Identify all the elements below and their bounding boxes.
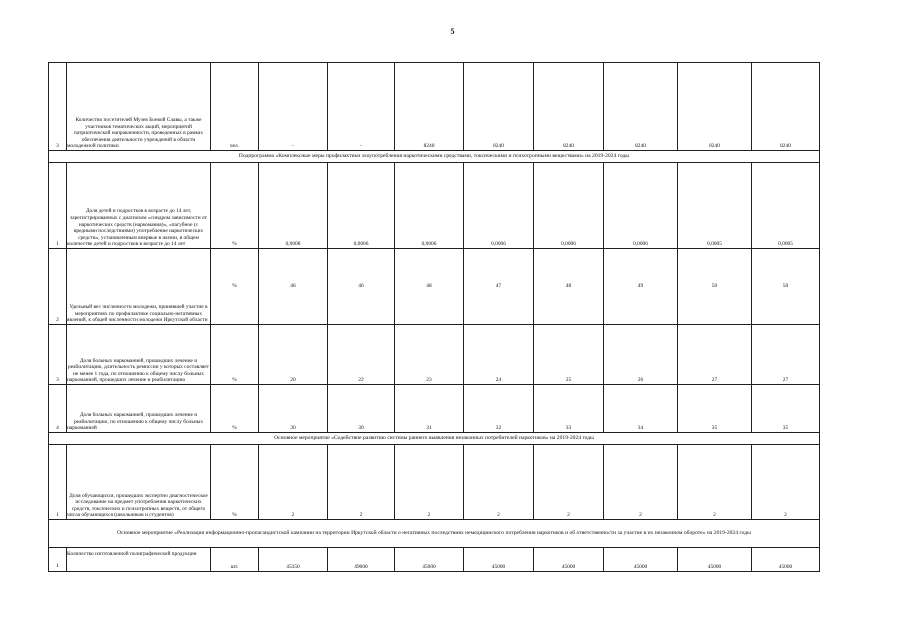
row-number: 1 [49, 548, 67, 572]
indicator-value: 30 [259, 385, 328, 433]
indicator-value: 45000 [678, 548, 752, 572]
indicator-value: - [259, 63, 328, 151]
unit-of-measure: шт. [211, 548, 259, 572]
indicator-value: 45000 [752, 548, 820, 572]
indicator-value: 45000 [534, 548, 604, 572]
indicator-value: 31 [395, 385, 464, 433]
indicator-value: 2 [328, 445, 395, 520]
indicator-value: 2 [395, 445, 464, 520]
table-row [49, 445, 820, 520]
indicator-value: 22 [328, 325, 395, 385]
indicator-value: 8240 [395, 63, 464, 151]
indicator-value: 0,0008 [259, 163, 328, 249]
indicator-value: 2 [259, 445, 328, 520]
indicator-value: 46 [259, 249, 328, 325]
indicator-value: 26 [604, 325, 678, 385]
indicator-value: 33 [534, 385, 604, 433]
indicator-name: Доля больных наркоманией, прошедших лечение и реабилитацию, по отношению к общему числу больных наркоманией [67, 385, 211, 433]
indicator-value: 20 [259, 325, 328, 385]
indicator-value: 35 [678, 385, 752, 433]
indicator-value: 45350 [259, 548, 328, 572]
unit-of-measure: % [211, 325, 259, 385]
indicator-value: 45000 [395, 548, 464, 572]
indicator-value: 0,0006 [328, 163, 395, 249]
row-number: 4 [49, 385, 67, 433]
row-number: 1 [49, 445, 67, 520]
indicator-value: 49000 [328, 548, 395, 572]
indicator-value: 8240 [678, 63, 752, 151]
unit-of-measure: % [211, 445, 259, 520]
indicator-value: 0,0006 [534, 163, 604, 249]
indicator-value: 45000 [464, 548, 534, 572]
indicator-value: 2 [678, 445, 752, 520]
indicator-value: 23 [395, 325, 464, 385]
indicator-value: 0,0005 [752, 163, 820, 249]
indicator-value: 8240 [464, 63, 534, 151]
indicator-name: Количество изготовленной полиграфической продукции [67, 548, 211, 572]
page-number: 5 [450, 27, 455, 36]
indicator-value: 45000 [604, 548, 678, 572]
indicator-value: 34 [604, 385, 678, 433]
table-row [49, 325, 820, 385]
indicator-value: 8240 [752, 63, 820, 151]
indicator-value: 0,0006 [464, 163, 534, 249]
unit-of-measure: % [211, 249, 259, 325]
indicator-value: - [328, 63, 395, 151]
indicator-value: 35 [752, 385, 820, 433]
unit-of-measure: % [211, 163, 259, 249]
indicator-value: 32 [464, 385, 534, 433]
indicator-value: 49 [604, 249, 678, 325]
indicator-value: 47 [464, 249, 534, 325]
section-header-row [49, 151, 820, 163]
table-row [49, 163, 820, 249]
table-row [49, 548, 820, 572]
indicator-value: 24 [464, 325, 534, 385]
section-header-row [49, 433, 820, 445]
indicators-table [48, 62, 820, 572]
indicator-value: 2 [464, 445, 534, 520]
indicator-value: 0,0005 [678, 163, 752, 249]
indicator-name: Доля детей и подростков в возрасте до 14 лет, зарегистрированных с диагнозом «синдром зависимости от наркотических средств (наркомания)», «пагубное (с вредными последствиями) употребление наркотических средств», установленным впервые в жизни, в общем количестве детей и подростков в возрасте до 14 лет [67, 163, 211, 249]
row-number: 1 [49, 163, 67, 249]
section-title: Основное мероприятие «Содействие развитию системы раннего выявления незаконных потребителей наркотиков» на 2019-2024 годы [49, 433, 820, 445]
indicator-value: 50 [678, 249, 752, 325]
indicator-value: 30 [328, 385, 395, 433]
row-number: 3 [49, 63, 67, 151]
indicator-name: Доля обучающихся, прошедших экспертно диагностическое исследование на предмет употребления наркотических средств, токсических и психотропных веществ, от общего числа обучающихся (школьников и студентов) [67, 445, 211, 520]
indicator-value: 48 [395, 249, 464, 325]
row-number: 3 [49, 325, 67, 385]
indicator-value: 50 [752, 249, 820, 325]
indicator-value: 25 [534, 325, 604, 385]
indicator-value: 8240 [534, 63, 604, 151]
indicator-name: Доля больных наркоманией, прошедших лечение и реабилитацию, длительность ремиссии у которых составляет не менее 1 года, по отношению к общему числу больных наркоманией, прошедших лечение и реабилитацию [67, 325, 211, 385]
indicator-value: 0,0006 [395, 163, 464, 249]
unit-of-measure: % [211, 385, 259, 433]
indicator-value: 8240 [604, 63, 678, 151]
indicator-value: 48 [534, 249, 604, 325]
indicator-name: Количество посетителей Музея Боевой Славы, а также участников тематических акций, мероприятий патриотической направленности, проведенных в рамках обеспечения деятельности учреждений в области молодежной политики [67, 63, 211, 151]
indicator-value: 46 [328, 249, 395, 325]
indicator-value: 0,0006 [604, 163, 678, 249]
row-number: 2 [49, 249, 67, 325]
table-row [49, 249, 820, 325]
indicator-value: 2 [604, 445, 678, 520]
section-title: Подпрограмма «Комплексные меры профилактики злоупотребления наркотическими средствами, токсическими и психотропными веществами» на 2019-2024 годы [49, 151, 820, 163]
section-header-row [49, 520, 820, 548]
indicator-value: 2 [534, 445, 604, 520]
table-row [49, 63, 820, 151]
unit-of-measure: чел. [211, 63, 259, 151]
indicator-value: 27 [752, 325, 820, 385]
indicator-value: 27 [678, 325, 752, 385]
section-title: Основное мероприятие «Реализация информационно-пропагандистской кампании на территории Иркутской области о негативных последствиях немедицинского потребления наркотиков и об ответственности за участие в их незаконном обороте» на 2019-2024 годы [49, 520, 820, 548]
indicator-name: Удельный вес численности молодежи, принявшей участие в мероприятиях по профилактике социально-негативных явлений, к общей численности молодежи Иркутской области [67, 249, 211, 325]
table-row [49, 385, 820, 433]
indicator-value: 2 [752, 445, 820, 520]
